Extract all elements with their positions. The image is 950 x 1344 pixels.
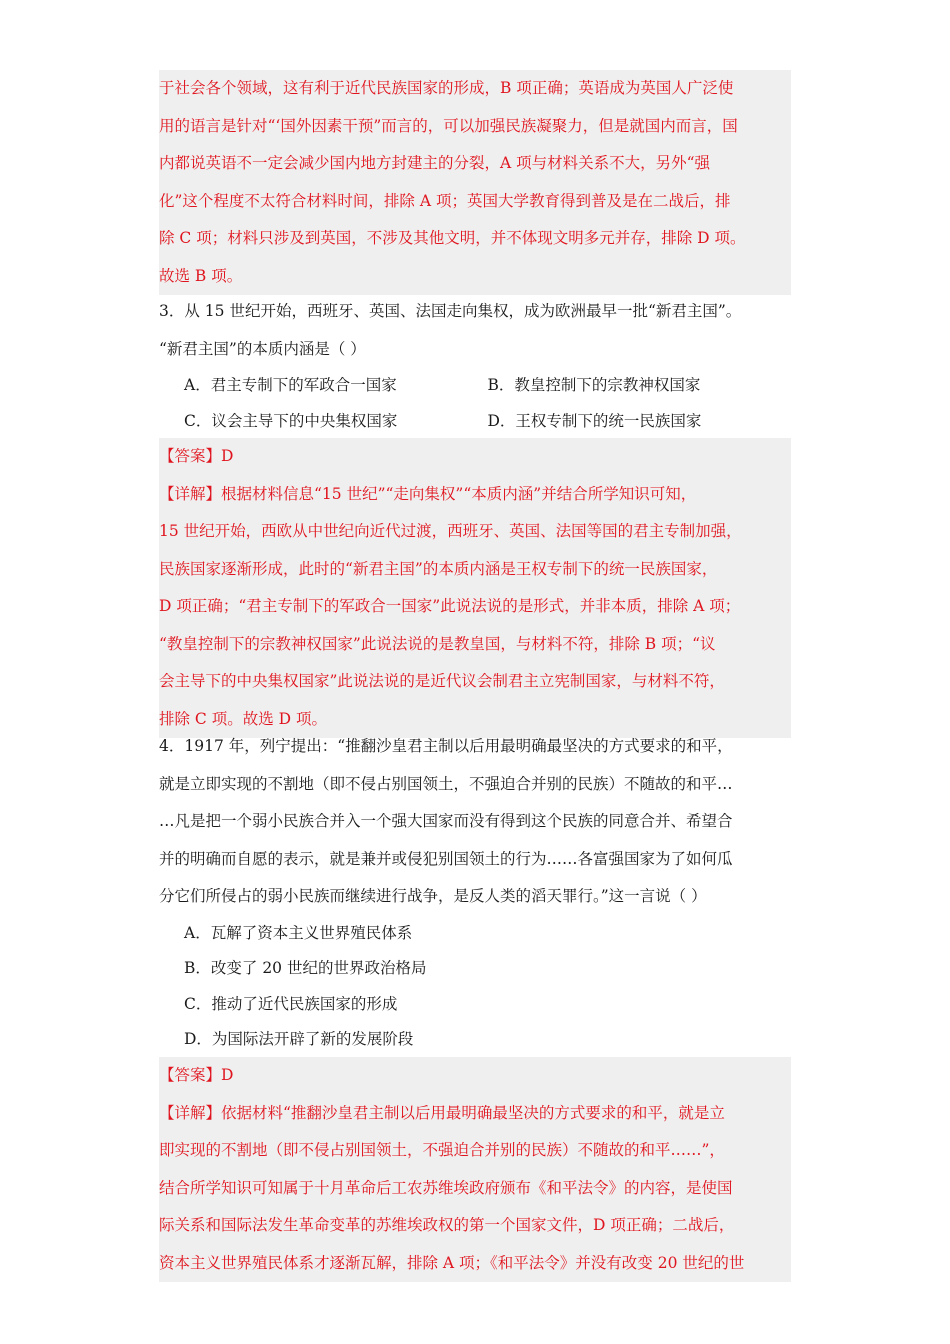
explanation-line: 民族国家逐渐形成，此时的“新君主国”的本质内涵是王权专制下的统一民族国家， — [159, 559, 718, 578]
explanation-line: 即实现的不割地（即不侵占别国领土，不强迫合并别的民族）不随故的和平……”， — [159, 1141, 725, 1159]
explanation-line: 排除 C 项。故选 D 项。 — [159, 709, 327, 728]
explanation-line: 于社会各个领域，这有利于近代民族国家的形成，B 项正确；英语成为英国人广泛使 — [159, 79, 734, 97]
option-d: D．为国际法开辟了新的发展阶段 — [184, 1030, 414, 1048]
question-stem-line: 3．从 15 世纪开始，西班牙、英国、法国走向集权，成为欧洲最早一批“新君主国”。 — [159, 302, 742, 320]
option-c: C．议会主导下的中央集权国家 — [184, 411, 398, 430]
explanation-line: “教皇控制下的宗教神权国家”此说法说的是教皇国，与材料不符，排除 B 项；“议 — [159, 634, 716, 653]
option-d: D．王权专制下的统一民族国家 — [487, 411, 702, 430]
answer-label: 【答案】D — [159, 1066, 234, 1084]
explanation-line: 15 世纪开始，西欧从中世纪向近代过渡，西班牙、英国、法国等国的君主专制加强， — [159, 522, 742, 540]
explanation-line: 故选 B 项。 — [159, 266, 243, 285]
question-stem-line: 并的明确而自愿的表示，就是兼并或侵犯别国领土的行为……各富强国家为了如何瓜 — [159, 849, 733, 868]
explanation-line: 化”这个程度不太符合材料时间，排除 A 项；英国大学教育得到普及是在二战后，排 — [159, 191, 731, 210]
explanation-line: 除 C 项；材料只涉及到英国，不涉及其他文明，并不体现文明多元并存，排除 D 项。 — [159, 229, 746, 247]
option-b: B．教皇控制下的宗教神权国家 — [487, 376, 701, 394]
options-row — [159, 404, 791, 440]
explanation-line: D 项正确；“君主专制下的军政合一国家”此说法说的是形式，并非本质，排除 A 项； — [159, 597, 741, 615]
explanation-line: 资本主义世界殖民体系才逐渐瓦解，排除 A 项；《和平法令》并没有改变 20 世纪的世 — [159, 1253, 745, 1272]
option-b: B．改变了 20 世纪的世界政治格局 — [184, 959, 427, 977]
option-c: C．推动了近代民族国家的形成 — [184, 994, 398, 1013]
options-row — [159, 368, 791, 404]
answer-label: 【答案】D — [159, 447, 234, 465]
option-a: A．瓦解了资本主义世界殖民体系 — [184, 923, 413, 942]
explanation-line: 结合所学知识可知属于十月革命后工农苏维埃政府颁布《和平法令》的内容，是使国 — [159, 1178, 733, 1197]
question-stem-line: 分它们所侵占的弱小民族而继续进行战争，是反人类的滔天罪行。”这一言说（ ） — [159, 887, 707, 905]
explanation-line: 内都说英语不一定会减少国内地方封建主的分裂，A 项与材料关系不大，另外“强 — [159, 154, 711, 172]
q4-answer-explanation — [159, 1057, 791, 1282]
q3-answer-explanation — [159, 438, 791, 738]
option-a: A．君主专制下的军政合一国家 — [184, 376, 397, 394]
explanation-line: 用的语言是针对“‘国外因素干预”而言的，可以加强民族凝聚力，但是就国内而言，国 — [159, 116, 738, 135]
question-4 — [159, 728, 791, 1058]
question-stem-line: 就是立即实现的不割地（即不侵占别国领土，不强迫合并别的民族）不随故的和平… — [159, 774, 733, 793]
explanation-line: 【详解】根据材料信息“15 世纪”“走向集权”“本质内涵”并结合所学知识可知， — [159, 484, 697, 503]
question-stem-line: 4．1917 年，列宁提出：“推翻沙皇君主制以后用最明确最坚决的方式要求的和平， — [159, 737, 733, 755]
explanation-line: 【详解】依据材料“推翻沙皇君主制以后用最明确最坚决的方式要求的和平，就是立 — [159, 1103, 725, 1122]
explanation-line: 际关系和国际法发生革命变革的苏维埃政权的第一个国家文件，D 项正确；二战后， — [159, 1216, 735, 1234]
question-stem-line: …凡是把一个弱小民族合并入一个强大国家而没有得到这个民族的同意合并、希望合 — [159, 812, 733, 830]
explanation-line: 会主导下的中央集权国家”此说法说的是近代议会制君主立宪制国家，与材料不符， — [159, 672, 725, 690]
question-3 — [159, 293, 791, 439]
question-stem-line: “新君主国”的本质内涵是（ ） — [159, 339, 366, 358]
prev-explanation — [159, 70, 791, 295]
